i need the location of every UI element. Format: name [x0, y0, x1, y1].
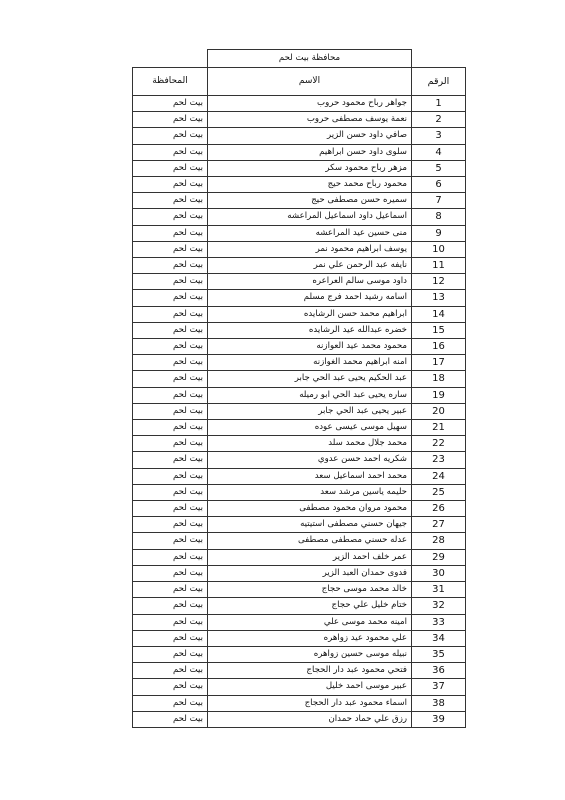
row-number: 13	[412, 290, 466, 306]
row-name: اسماعيل داود اسماعيل المراعشه	[208, 209, 412, 225]
table-row	[133, 322, 466, 338]
row-governorate: بيت لحم	[133, 387, 208, 403]
row-number: 9	[412, 225, 466, 241]
table-row	[133, 452, 466, 468]
row-name: خالد محمد موسى حجاج	[208, 582, 412, 598]
row-name: عدله حسني مصطفى مصطفى	[208, 533, 412, 549]
table-row	[133, 225, 466, 241]
row-governorate: بيت لحم	[133, 565, 208, 581]
row-number: 34	[412, 630, 466, 646]
row-governorate: بيت لحم	[133, 598, 208, 614]
table-row	[133, 549, 466, 565]
row-governorate: بيت لحم	[133, 193, 208, 209]
row-number: 4	[412, 144, 466, 160]
row-number: 3	[412, 128, 466, 144]
row-number: 31	[412, 582, 466, 598]
table-row	[133, 258, 466, 274]
row-name: جيهان حسني مصطفى استيتيه	[208, 517, 412, 533]
row-number: 33	[412, 614, 466, 630]
name-list-sheet	[132, 49, 465, 728]
row-name: محمد جلال محمد سلد	[208, 436, 412, 452]
table-row	[133, 144, 466, 160]
row-name: مزهر رباح محمود سكر	[208, 160, 412, 176]
row-name: علي محمود عيد زواهره	[208, 630, 412, 646]
row-name: سلوى داود حسن ابراهيم	[208, 144, 412, 160]
table-row	[133, 274, 466, 290]
row-name: رزق علي حماد حمدان	[208, 711, 412, 727]
row-number: 11	[412, 258, 466, 274]
row-number: 25	[412, 484, 466, 500]
row-number: 36	[412, 663, 466, 679]
row-governorate: بيت لحم	[133, 646, 208, 662]
row-name: نبيله موسى حسين زواهره	[208, 646, 412, 662]
row-number: 2	[412, 112, 466, 128]
row-number: 35	[412, 646, 466, 662]
row-number: 5	[412, 160, 466, 176]
row-name: يوسف ابراهيم محمود نمر	[208, 241, 412, 257]
row-governorate: بيت لحم	[133, 452, 208, 468]
row-number: 7	[412, 193, 466, 209]
header-row	[133, 68, 466, 96]
row-name: شكريه احمد حسن عدوي	[208, 452, 412, 468]
row-name: عمر خلف احمد الزير	[208, 549, 412, 565]
row-governorate: بيت لحم	[133, 96, 208, 112]
row-governorate: بيت لحم	[133, 484, 208, 500]
row-name: امنه ابراهيم محمد الغوازنه	[208, 355, 412, 371]
row-governorate: بيت لحم	[133, 112, 208, 128]
row-name: منى حسين عيد المراعشه	[208, 225, 412, 241]
header-number: الرقم	[412, 68, 466, 96]
row-governorate: بيت لحم	[133, 517, 208, 533]
row-name: محمود رباح محمد حيج	[208, 177, 412, 193]
row-name: خضره عبدالله عيد الرشايده	[208, 322, 412, 338]
table-row	[133, 614, 466, 630]
table-row	[133, 177, 466, 193]
row-number: 15	[412, 322, 466, 338]
table-row	[133, 598, 466, 614]
row-number: 6	[412, 177, 466, 193]
row-number: 14	[412, 306, 466, 322]
header-name: الاسم	[208, 68, 412, 96]
row-name: اسامه رشيد احمد فرج مسلم	[208, 290, 412, 306]
row-governorate: بيت لحم	[133, 549, 208, 565]
row-name: جواهر رباح محمود حروب	[208, 96, 412, 112]
row-number: 19	[412, 387, 466, 403]
row-name: امينه محمد موسى علي	[208, 614, 412, 630]
row-number: 21	[412, 420, 466, 436]
table-row	[133, 484, 466, 500]
row-governorate: بيت لحم	[133, 403, 208, 419]
table-row	[133, 403, 466, 419]
row-governorate: بيت لحم	[133, 225, 208, 241]
row-name: اسماء محمود عبد دار الحجاج	[208, 695, 412, 711]
table-row	[133, 420, 466, 436]
row-governorate: بيت لحم	[133, 436, 208, 452]
row-number: 27	[412, 517, 466, 533]
row-governorate: بيت لحم	[133, 711, 208, 727]
table-row	[133, 436, 466, 452]
row-name: عبد الحكيم يحيى عبد الحي جابر	[208, 371, 412, 387]
table-row	[133, 112, 466, 128]
table-row	[133, 695, 466, 711]
table-row	[133, 387, 466, 403]
title-row	[133, 50, 466, 68]
row-name: محمود محمد عيد العوازنه	[208, 339, 412, 355]
row-number: 16	[412, 339, 466, 355]
row-name: محمد احمد اسماعيل سعد	[208, 468, 412, 484]
row-number: 26	[412, 501, 466, 517]
row-governorate: بيت لحم	[133, 322, 208, 338]
row-number: 32	[412, 598, 466, 614]
row-name: ساره يحيى عبد الحي ابو رميله	[208, 387, 412, 403]
row-governorate: بيت لحم	[133, 209, 208, 225]
row-governorate: بيت لحم	[133, 630, 208, 646]
row-governorate: بيت لحم	[133, 177, 208, 193]
row-governorate: بيت لحم	[133, 160, 208, 176]
row-name: سهيل موسى عيسى عوده	[208, 420, 412, 436]
blank-cell	[133, 50, 208, 68]
row-name: حليمه ياسين مرشد سعد	[208, 484, 412, 500]
row-governorate: بيت لحم	[133, 468, 208, 484]
row-number: 23	[412, 452, 466, 468]
row-governorate: بيت لحم	[133, 663, 208, 679]
table-row	[133, 517, 466, 533]
table-row	[133, 533, 466, 549]
names-table	[132, 49, 466, 728]
row-number: 30	[412, 565, 466, 581]
row-governorate: بيت لحم	[133, 420, 208, 436]
table-row	[133, 711, 466, 727]
table-row	[133, 96, 466, 112]
sheet-title: محافظة بيت لحم	[208, 50, 412, 68]
row-governorate: بيت لحم	[133, 274, 208, 290]
row-governorate: بيت لحم	[133, 258, 208, 274]
table-row	[133, 371, 466, 387]
table-row	[133, 306, 466, 322]
row-governorate: بيت لحم	[133, 533, 208, 549]
table-row	[133, 193, 466, 209]
row-number: 18	[412, 371, 466, 387]
row-governorate: بيت لحم	[133, 679, 208, 695]
header-governorate: المحافظة	[133, 68, 208, 96]
row-governorate: بيت لحم	[133, 355, 208, 371]
table-row	[133, 128, 466, 144]
row-name: ابراهيم محمد حسن الرشايده	[208, 306, 412, 322]
row-number: 37	[412, 679, 466, 695]
row-name: فدوى حمدان العبد الزير	[208, 565, 412, 581]
row-number: 28	[412, 533, 466, 549]
row-name: فتحي محمود عبد دار الحجاج	[208, 663, 412, 679]
table-row	[133, 355, 466, 371]
row-number: 38	[412, 695, 466, 711]
row-governorate: بيت لحم	[133, 128, 208, 144]
table-row	[133, 663, 466, 679]
table-row	[133, 565, 466, 581]
table-row	[133, 241, 466, 257]
row-name: صافي داود حسن الزير	[208, 128, 412, 144]
row-name: ختام خليل علي حجاج	[208, 598, 412, 614]
row-name: نايفه عبد الرحمن علي نمر	[208, 258, 412, 274]
row-governorate: بيت لحم	[133, 339, 208, 355]
row-name: نعمة يوسف مصطفى حروب	[208, 112, 412, 128]
table-row	[133, 209, 466, 225]
table-row	[133, 630, 466, 646]
table-row	[133, 468, 466, 484]
row-governorate: بيت لحم	[133, 144, 208, 160]
row-governorate: بيت لحم	[133, 371, 208, 387]
row-governorate: بيت لحم	[133, 241, 208, 257]
table-row	[133, 339, 466, 355]
row-name: سميره حسن مصطفى حيج	[208, 193, 412, 209]
row-number: 39	[412, 711, 466, 727]
row-number: 8	[412, 209, 466, 225]
row-name: داود موسى سالم العراعره	[208, 274, 412, 290]
table-row	[133, 290, 466, 306]
table-row	[133, 501, 466, 517]
table-row	[133, 679, 466, 695]
row-number: 29	[412, 549, 466, 565]
row-governorate: بيت لحم	[133, 501, 208, 517]
row-name: محمود مروان محمود مصطفى	[208, 501, 412, 517]
table-row	[133, 646, 466, 662]
row-number: 24	[412, 468, 466, 484]
row-governorate: بيت لحم	[133, 306, 208, 322]
table-row	[133, 582, 466, 598]
row-governorate: بيت لحم	[133, 582, 208, 598]
row-number: 22	[412, 436, 466, 452]
row-number: 10	[412, 241, 466, 257]
table-row	[133, 160, 466, 176]
row-name: عبير موسى احمد خليل	[208, 679, 412, 695]
blank-cell	[412, 50, 466, 68]
row-governorate: بيت لحم	[133, 695, 208, 711]
row-governorate: بيت لحم	[133, 614, 208, 630]
row-number: 17	[412, 355, 466, 371]
row-number: 1	[412, 96, 466, 112]
row-number: 20	[412, 403, 466, 419]
row-governorate: بيت لحم	[133, 290, 208, 306]
row-number: 12	[412, 274, 466, 290]
row-name: عبير يحيى عبد الحي جابر	[208, 403, 412, 419]
